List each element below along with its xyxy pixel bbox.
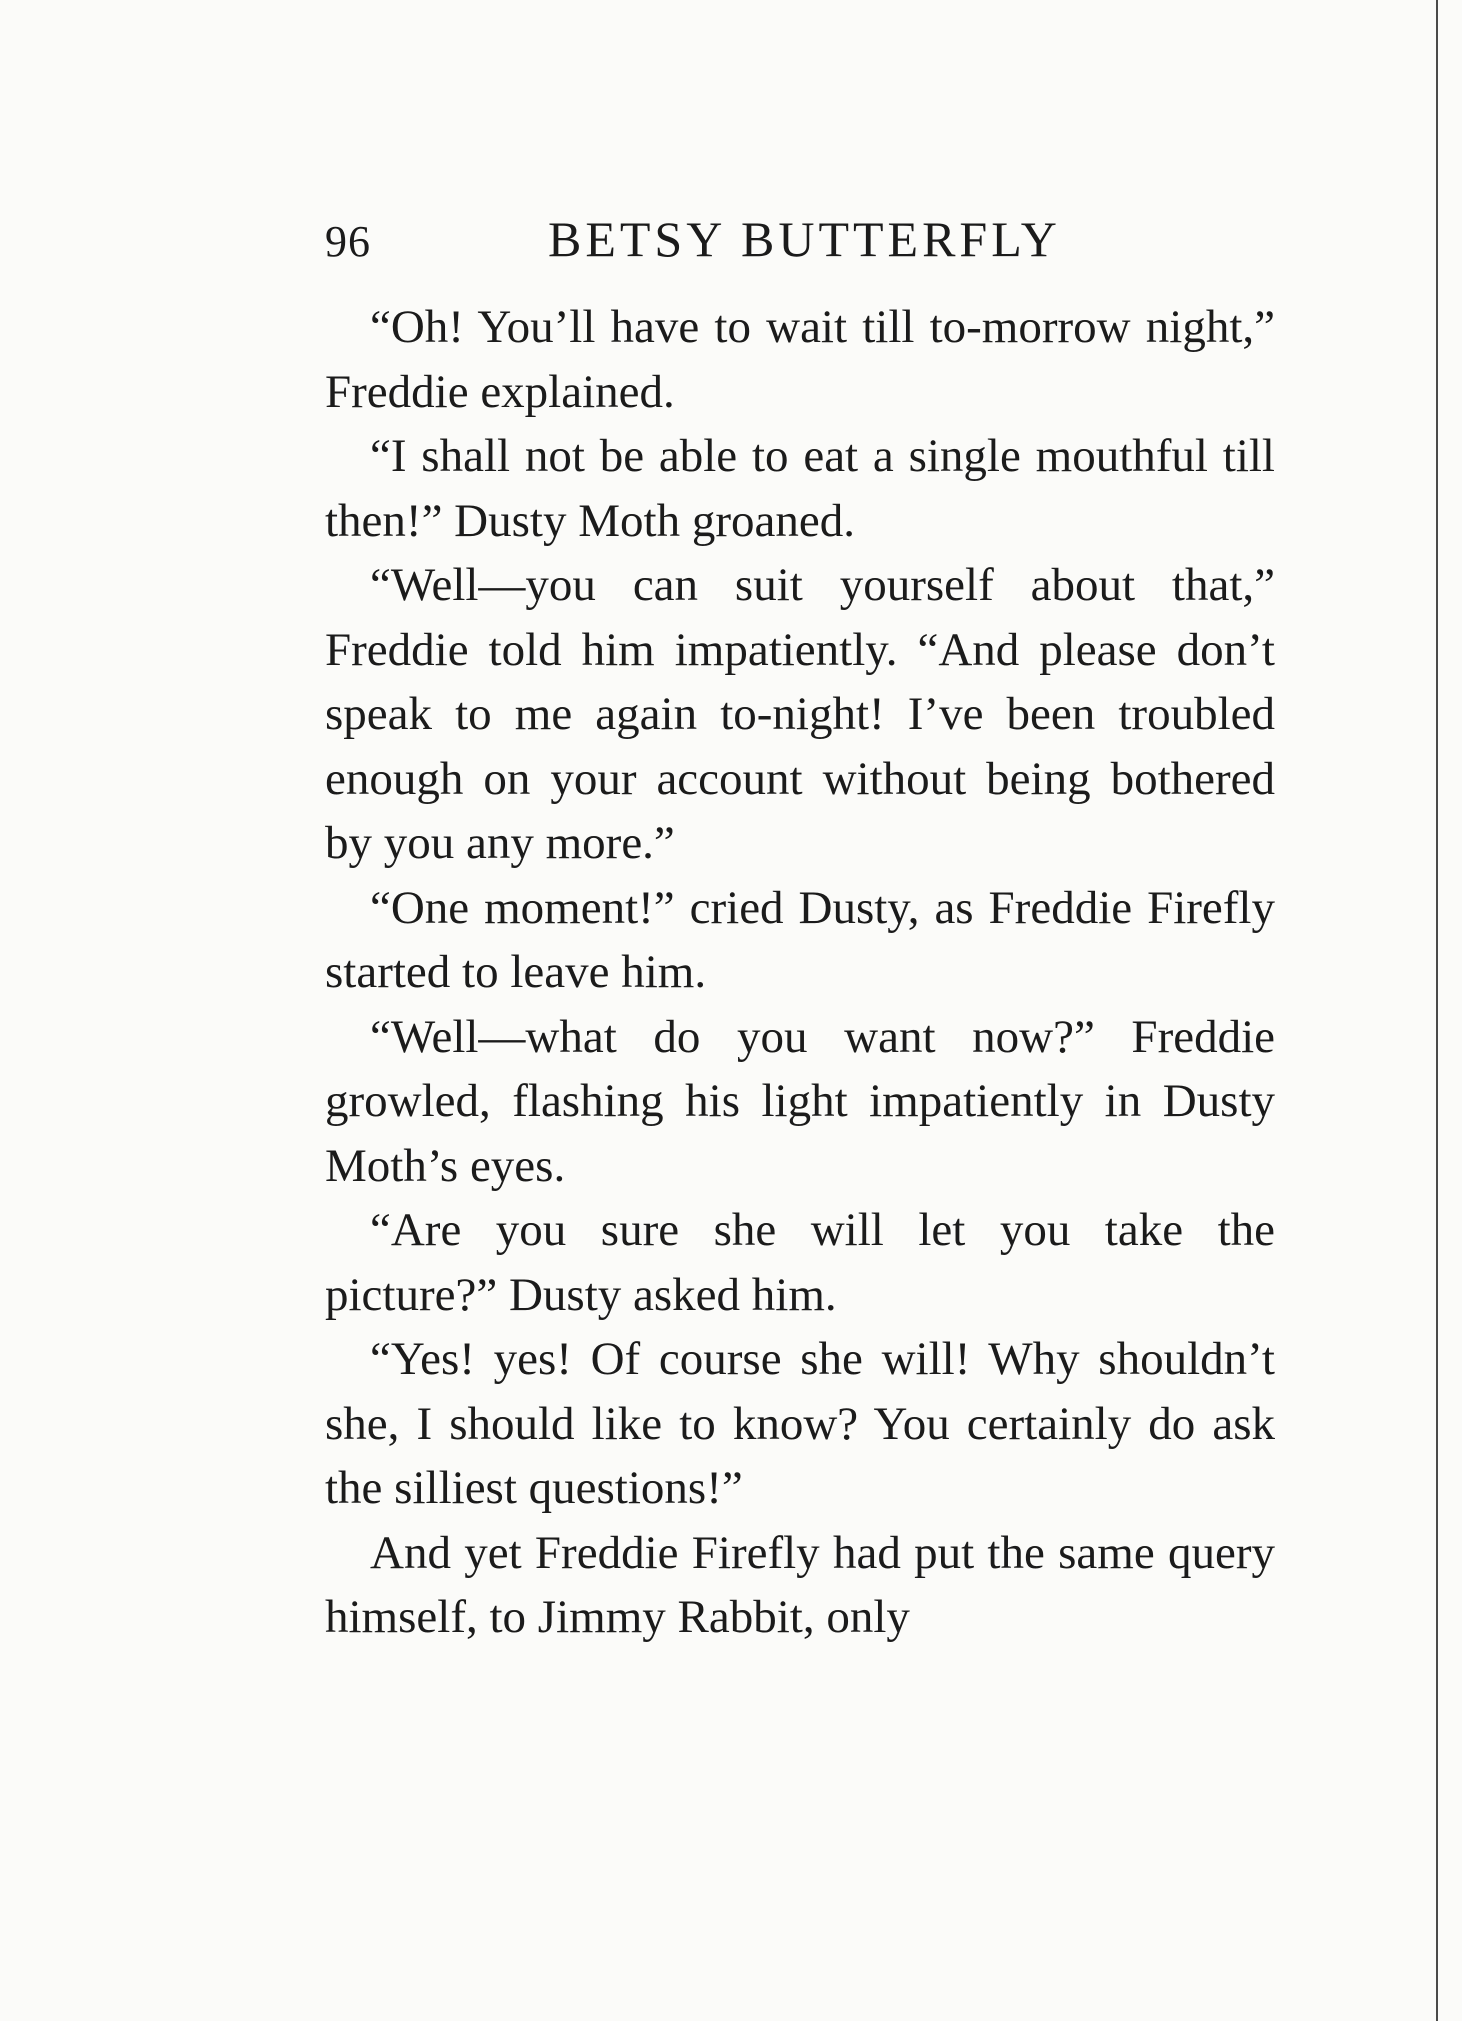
body-text: [325, 295, 1275, 1650]
page-header: [325, 210, 1275, 280]
paragraph: “One moment!” cried Dusty, as Freddie Firefly started to leave him.: [325, 881, 1275, 998]
paragraph: “Well—what do you want now?” Freddie growled, flashing his light impatiently in Dusty Moth’s eyes.: [325, 1010, 1275, 1192]
page-edge-divider: [1436, 0, 1438, 2021]
running-title: BETSY BUTTERFLY: [548, 211, 1061, 267]
paragraph: “I shall not be able to eat a single mouthful till then!” Dusty Moth groaned.: [325, 430, 1275, 547]
paragraph: “Well—you can suit yourself about that,” Freddie told him impatiently. “And please don’t speak to me again to-night! I’ve been troubled enough on your account without being bothered by you any more.”: [325, 559, 1275, 869]
paragraph: “Are you sure she will let you take the picture?” Dusty asked him.: [325, 1204, 1275, 1321]
paragraph: And yet Freddie Firefly had put the same query himself, to Jimmy Rabbit, only: [325, 1526, 1275, 1643]
paragraph: “Oh! You’ll have to wait till to-morrow night,” Freddie explained.: [325, 301, 1275, 418]
page-number: 96: [325, 217, 371, 266]
paragraph: “Yes! yes! Of course she will! Why shouldn’t she, I should like to know? You certainly do ask the silliest questions!”: [325, 1333, 1275, 1514]
